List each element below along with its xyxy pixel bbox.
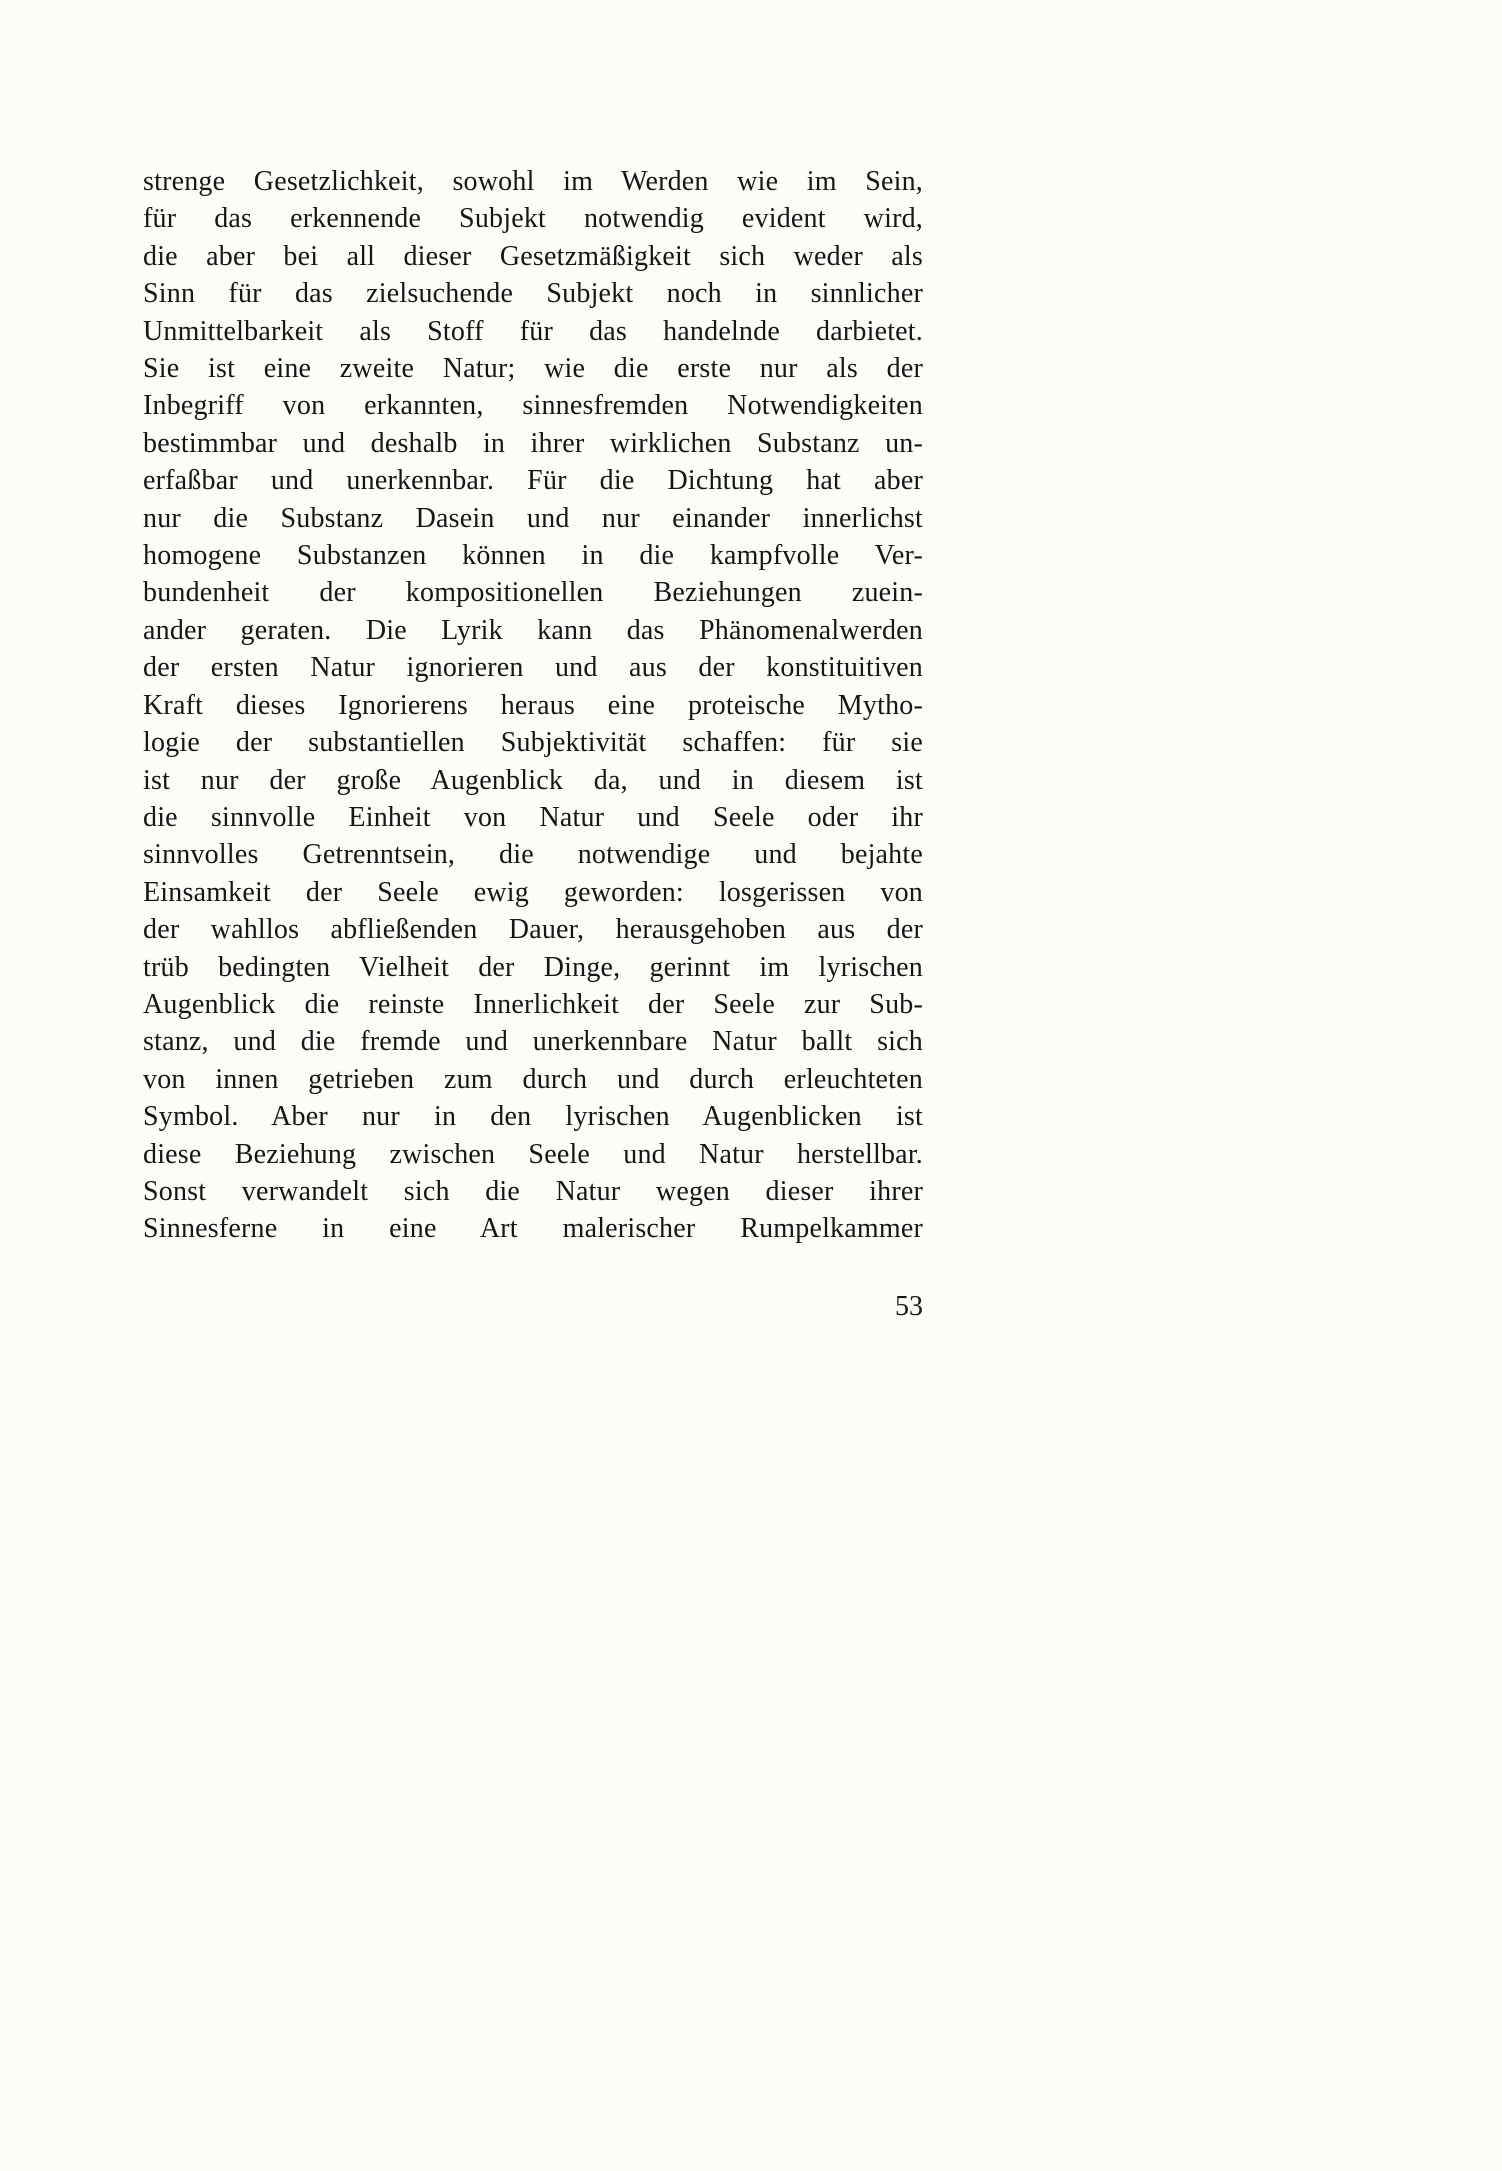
text-line: Sinn für das zielsuchende Subjekt noch in sinnlicher bbox=[143, 278, 923, 310]
text-line: nur die Substanz Dasein und nur einander innerlichst bbox=[143, 502, 923, 534]
text-line: Inbegriff von erkannten, sinnesfremden Notwendigkeiten bbox=[143, 390, 923, 422]
text-line: für das erkennende Subjekt notwendig evident wird, bbox=[143, 203, 923, 235]
text-line: Augenblick die reinste Innerlichkeit der Seele zur Sub- bbox=[143, 988, 923, 1020]
text-line: Kraft dieses Ignorierens heraus eine proteische Mytho- bbox=[143, 689, 923, 721]
text-line: sinnvolles Getrenntsein, die notwendige und bejahte bbox=[143, 839, 923, 871]
text-line: der wahllos abfließenden Dauer, herausgehoben aus der bbox=[143, 914, 923, 946]
text-line: logie der substantiellen Subjektivität schaffen: für sie bbox=[143, 727, 923, 759]
text-line: von innen getrieben zum durch und durch erleuchteten bbox=[143, 1063, 923, 1095]
text-line: diese Beziehung zwischen Seele und Natur herstellbar. bbox=[143, 1138, 923, 1170]
text-line: die sinnvolle Einheit von Natur und Seele oder ihr bbox=[143, 801, 923, 833]
text-line: der ersten Natur ignorieren und aus der konstituitiven bbox=[143, 652, 923, 684]
text-line: strenge Gesetzlichkeit, sowohl im Werden wie im Sein, bbox=[143, 166, 923, 197]
text-line: Unmittelbarkeit als Stoff für das handelnde darbietet. bbox=[143, 315, 923, 347]
text-line: erfaßbar und unerkennbar. Für die Dichtung hat aber bbox=[143, 465, 923, 497]
text-line: ist nur der große Augenblick da, und in diesem ist bbox=[143, 764, 923, 796]
text-line: Symbol. Aber nur in den lyrischen Augenblicken ist bbox=[143, 1101, 923, 1133]
text-line: Einsamkeit der Seele ewig geworden: losgerissen von bbox=[143, 876, 923, 908]
text-line: stanz, und die fremde und unerkennbare Natur ballt sich bbox=[143, 1026, 923, 1058]
text-line: Sie ist eine zweite Natur; wie die erste nur als der bbox=[143, 353, 923, 385]
text-line: trüb bedingten Vielheit der Dinge, gerinnt im lyrischen bbox=[143, 951, 923, 983]
text-line: homogene Substanzen können in die kampfvolle Ver- bbox=[143, 540, 923, 572]
text-line: Sonst verwandelt sich die Natur wegen dieser ihrer bbox=[143, 1175, 923, 1207]
text-line: Sinnesferne in eine Art malerischer Rumpelkammer bbox=[143, 1213, 923, 1245]
text-line: ander geraten. Die Lyrik kann das Phänomenalwerden bbox=[143, 614, 923, 646]
text-line: die aber bei all dieser Gesetzmäßigkeit sich weder als bbox=[143, 240, 923, 272]
body-text bbox=[143, 163, 923, 1248]
page-number: 53 bbox=[895, 1291, 923, 1322]
text-line: bundenheit der kompositionellen Beziehungen zuein- bbox=[143, 577, 923, 609]
text-line: bestimmbar und deshalb in ihrer wirklichen Substanz un- bbox=[143, 427, 923, 459]
